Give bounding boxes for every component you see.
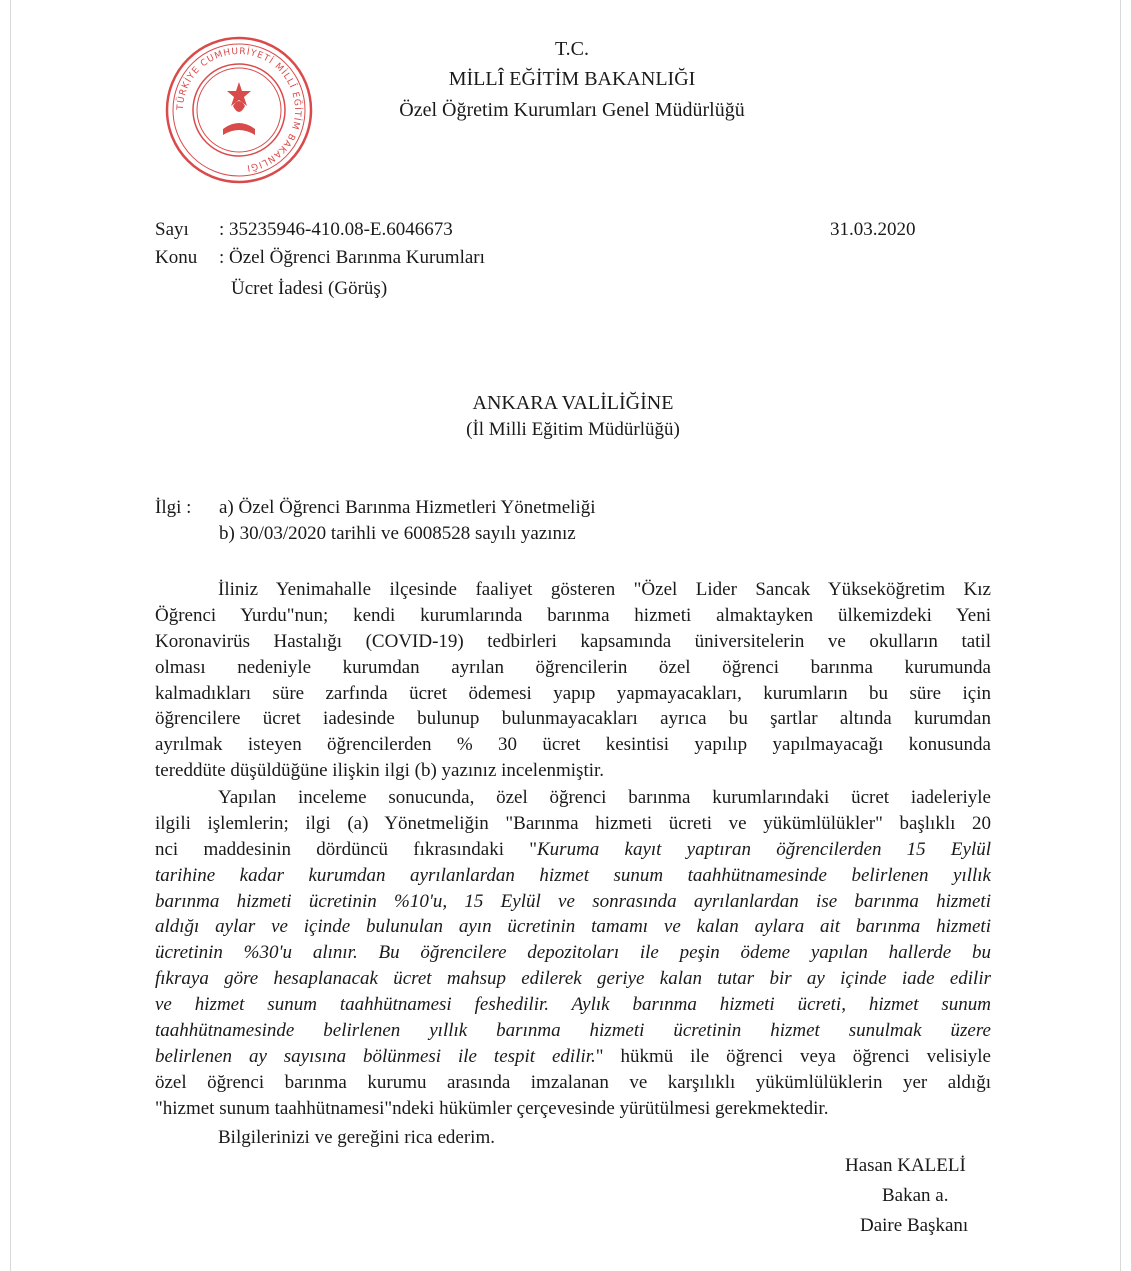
text-line [155,681,991,707]
text-segment: Yapılan inceleme sonucunda, özel öğrenci barınma kurumlarındaki ücret iadeleriyle [218,787,991,808]
text-line [155,1096,991,1122]
header-tc: T.C. [554,38,590,60]
quoted-regulation-text: ve hizmet sunum taahhütnamesi feshedilir. Aylık barınma hizmeti ücreti, hizmet sunum [155,994,991,1016]
body-paragraph-2 [155,785,991,1122]
text-line [155,1070,991,1096]
text-segment: Öğrenci Yurdu"nun; kendi kurumlarında barınma hizmeti almaktayken ülkemizdeki Yeni [155,604,991,626]
text-line [155,758,991,784]
quoted-regulation-text: Kuruma kayıt yaptıran öğrencilerden 15 Eylül [537,838,991,860]
konu-label: Konu [155,247,198,268]
quoted-regulation-text: barınma hizmeti ücretinin %10'u, 15 Eylül ve sonrasında ayrılanlardan ise barınma hizmeti [155,890,991,912]
addressee-title: ANKARA VALİLİĞİNE [472,392,674,414]
text-line [155,732,991,758]
text-line [155,992,991,1018]
body-paragraph-1 [155,577,991,784]
sayi-value: : 35235946-410.08-E.6046673 [219,219,453,240]
quoted-regulation-text: tarihine kadar kurumdan ayrılanlardan hizmet sunum taahhütnamesinde belirlenen yıllık [155,864,991,886]
text-line [155,811,991,837]
signer-proxy: Bakan a. [882,1185,949,1206]
ilgi-label: İlgi : [155,497,192,518]
quoted-regulation-text: belirlenen ay sayısına bölünmesi ile tespit edilir. [155,1045,596,1067]
text-line [155,1125,991,1151]
text-segment: öğrencilere ücret iadesinde bulunup bulunmayacakları ayrıca bu şartlar altında kurumdan [155,708,991,730]
text-line [155,706,991,732]
document-date: 31.03.2020 [830,219,916,240]
ilgi-b: b) 30/03/2020 tarihli ve 6008528 sayılı yazınız [219,523,576,544]
text-line [155,629,991,655]
text-segment: "hizmet sunum taahhütnamesi"ndeki hükümler çerçevesinde yürütülmesi gerekmektedir. [155,1097,829,1119]
text-segment: tereddüte düşüldüğüne ilişkin ilgi (b) yazınız incelenmiştir. [155,760,605,782]
closing-paragraph [155,1125,991,1151]
text-line [155,603,991,629]
text-segment: kalmadıkları süre zarfında ücret ödemesi yapıp yapmayacakları, kurumların bu süre için [155,682,991,704]
ministry-seal-logo [163,34,315,186]
text-segment: " hükmü ile öğrenci veya öğrenci velisiyle [595,1045,991,1067]
text-segment: olması nedeniyle kurumdan ayrılan öğrencilerin özel öğrenci barınma kurumunda [155,656,991,678]
addressee-subtitle: (İl Milli Eğitim Müdürlüğü) [466,419,680,440]
svg-text:TÜRKİYE CUMHURİYETİ MİLLÎ EĞİT: TÜRKİYE CUMHURİYETİ MİLLÎ EĞİTİM BAKANLIĞI [175,46,303,173]
header-directorate: Özel Öğretim Kurumları Genel Müdürlüğü [399,99,745,121]
text-line [155,889,991,915]
text-segment: nci maddesinin dördüncü fıkrasındaki " [155,838,537,860]
text-segment: Koronavirüs Hastalığı (COVID-19) tedbirleri kapsamında üniversitelerin ve okulların tatil [155,630,991,652]
signer-title: Daire Başkanı [860,1215,969,1236]
quoted-regulation-text: taahhütnamesinde belirlenen yıllık barınma hizmeti ücretinin hizmet sunulmak üzere [155,1020,991,1042]
text-segment: özel öğrenci barınma kurumu arasında imzalanan ve karşılıklı yükümlülüklerin yer aldığı [155,1071,991,1093]
text-line [155,863,991,889]
quoted-regulation-text: fıkraya göre hesaplanacak ücret mahsup edilerek geriye kalan tutar bir ay içinde iade edilir [155,968,991,990]
signer-name: Hasan KALELİ [845,1155,966,1176]
text-line [155,914,991,940]
page-edge-right [1120,0,1121,1271]
text-line [155,966,991,992]
text-segment: Bilgilerinizi ve gereğini rica ederim. [218,1127,495,1148]
quoted-regulation-text: aldığı aylar ve içinde bulunulan ayın ücretinin tamamı ve kalan aylara ait barınma hizmeti [155,916,991,938]
text-segment: İliniz Yenimahalle ilçesinde faaliyet gösteren "Özel Lider Sancak Yükseköğretim Kız [218,579,991,600]
text-line [155,837,991,863]
page-edge-left [10,0,11,1271]
sayi-label: Sayı [155,219,189,240]
text-line [155,655,991,681]
text-line [155,1018,991,1044]
konu-value-2: Ücret İadesi (Görüş) [231,278,388,299]
text-segment: ilgili işlemlerin; ilgi (a) Yönetmeliğin "Barınma hizmeti ücreti ve yükümlülükler" başlıklı 20 [155,812,991,834]
text-segment: ayrılmak isteyen öğrencilerden % 30 ücret kesintisi yapılıp yapılmayacağı konusunda [155,734,991,756]
text-line [155,785,991,811]
text-line [155,940,991,966]
quoted-regulation-text: ücretinin %30'u alınır. Bu öğrencilere depozitoları ile peşin ödeme yapılan hallerde bu [155,942,991,964]
ilgi-a: a) Özel Öğrenci Barınma Hizmetleri Yönetmeliği [219,497,596,518]
text-line [155,577,991,603]
text-line [155,1044,991,1070]
konu-value: : Özel Öğrenci Barınma Kurumları [219,247,485,268]
header-ministry: MİLLÎ EĞİTİM BAKANLIĞI [448,68,696,90]
